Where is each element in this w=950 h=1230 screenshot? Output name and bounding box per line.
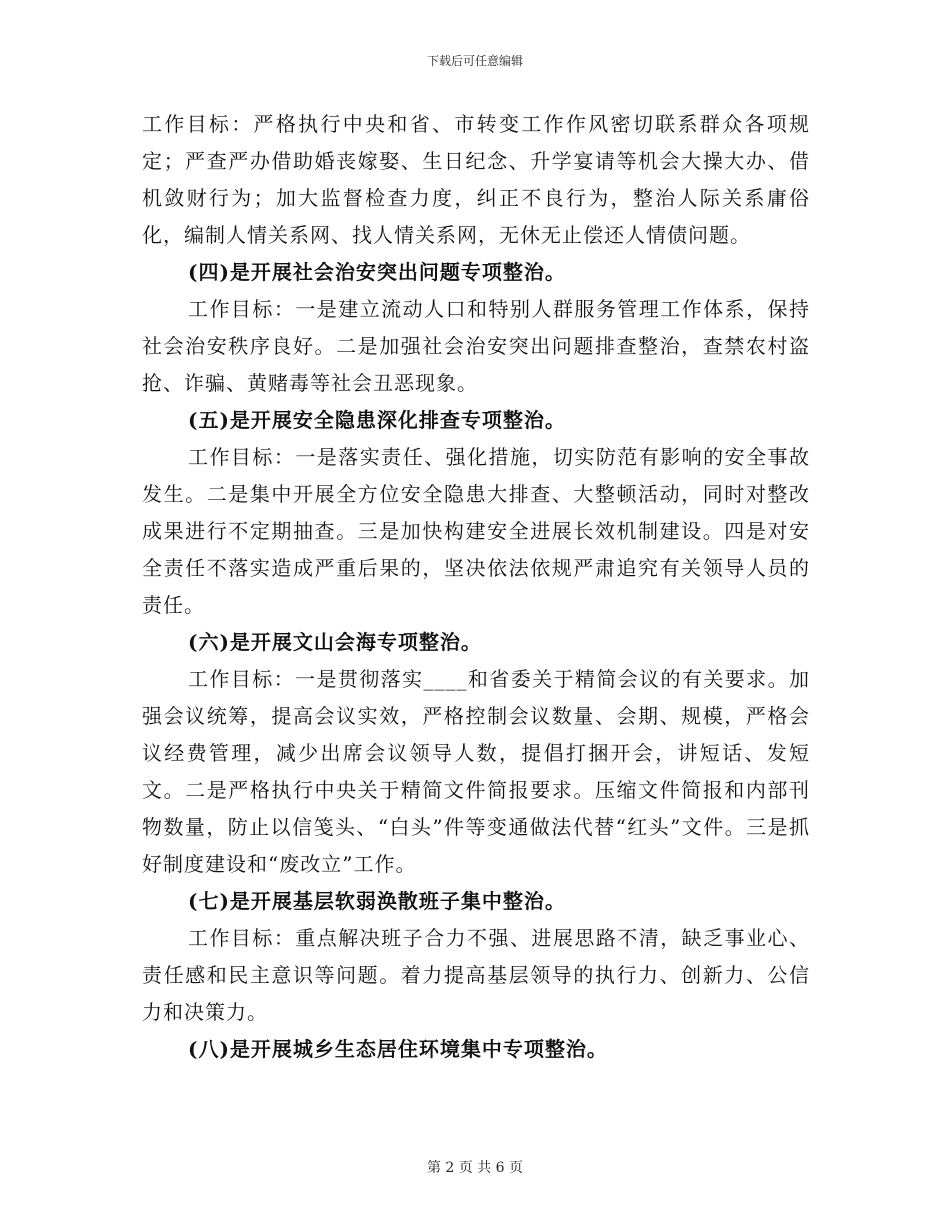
- page-header: 下载后可任意编辑: [426, 54, 523, 68]
- section-heading-6: (六)是开展文山会海专项整治。: [188, 630, 482, 654]
- section-heading-7: (七)是开展基层软弱涣散班子集中整治。: [188, 889, 566, 913]
- section-heading-5: (五)是开展安全隐患深化排查专项整治。: [188, 408, 566, 432]
- section-heading-4: (四)是开展社会治安突出问题专项整治。: [188, 260, 566, 284]
- document-body: [142, 106, 810, 1068]
- paragraph-work-goal-6: 工作目标：一是贯彻落实____和省委关于精简会议的有关要求。加强会议统筹，提高会议实效，严格控制会议数量、会期、规模，严格会议经费管理，减少出席会议领导人数，提倡打捆开会，讲短话、发短文。二是严格执行中央关于精简文件简报要求。压缩文件简报和内部刊物数量，防止以信笺头、“白头”件等变通做法代替“红头”文件。三是抓好制度建设和“废改立”工作。: [142, 667, 810, 876]
- paragraph-work-goal-5: 工作目标：一是落实责任、强化措施，切实防范有影响的安全事故发生。二是集中开展全方位安全隐患大排查、大整顿活动，同时对整改成果进行不定期抽查。三是加快构建安全进展长效机制建设。四是对安全责任不落实造成严重后果的，坚决依法依规严肃追究有关领导人员的责任。: [142, 445, 810, 617]
- paragraph-work-goal-7: 工作目标：重点解决班子合力不强、进展思路不清，缺乏事业心、责任感和民主意识等问题。着力提高基层领导的执行力、创新力、公信力和决策力。: [142, 926, 810, 1024]
- page-number: 第 2 页 共 6 页: [426, 1160, 524, 1176]
- paragraph-work-goal-4: 工作目标：一是建立流动人口和特别人群服务管理工作体系，保持社会治安秩序良好。二是加强社会治安突出问题排查整治，查禁农村盗抢、诈骗、黄赌毒等社会丑恶现象。: [142, 297, 810, 395]
- section-heading-8: (八)是开展城乡生态居住环境集中专项整治。: [188, 1037, 608, 1061]
- paragraph-work-goal-1: 工作目标：严格执行中央和省、市转变工作作风密切联系群众各项规定；严查严办借助婚丧嫁娶、生日纪念、升学宴请等机会大操大办、借机敛财行为；加大监督检查力度，纠正不良行为，整治人际关系庸俗化，编制人情关系网、找人情关系网，无休无止偿还人情债问题。: [142, 112, 810, 247]
